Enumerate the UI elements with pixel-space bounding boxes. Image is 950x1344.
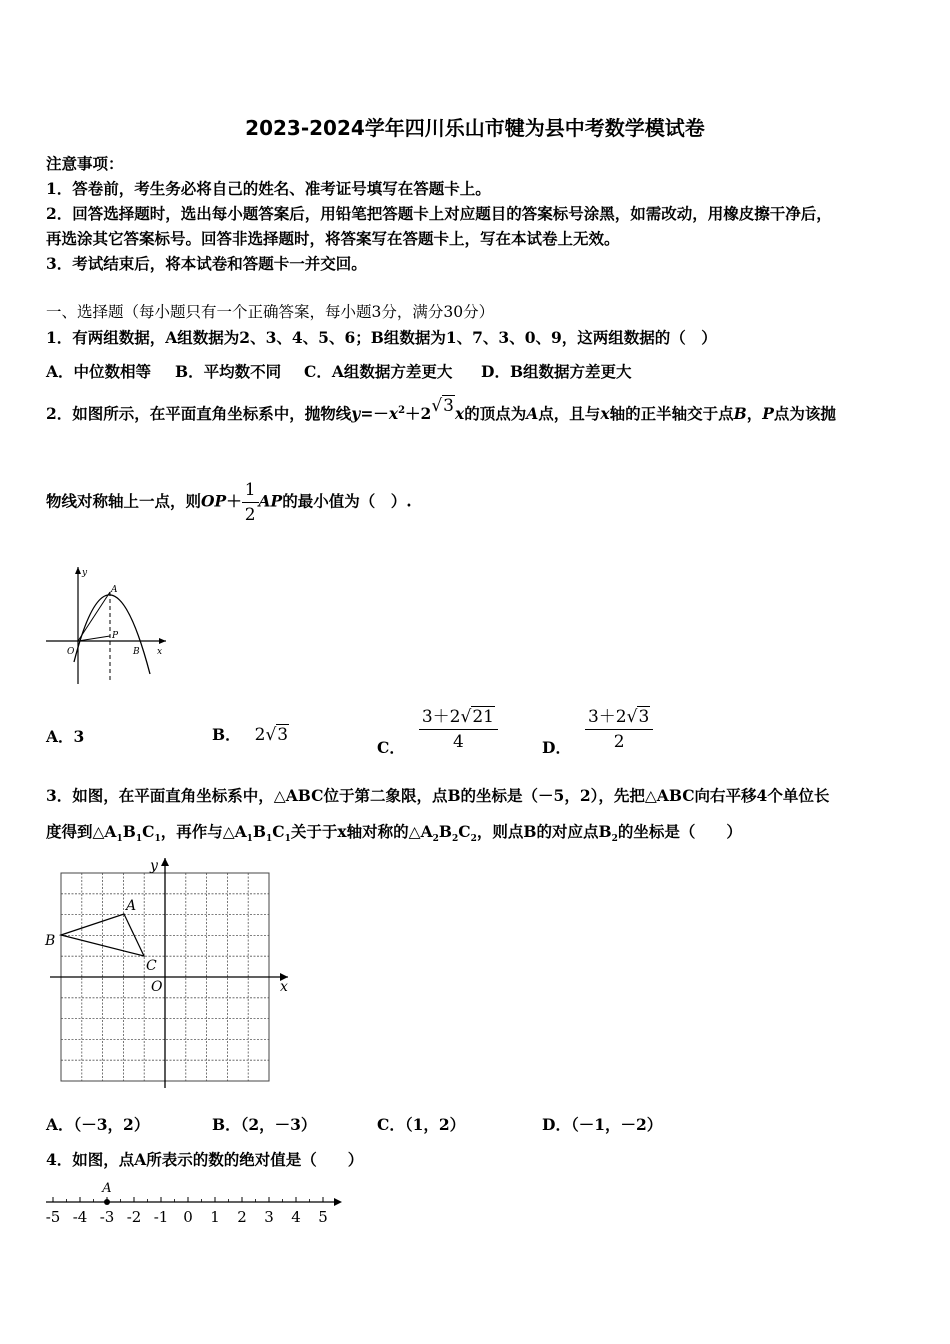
label-O: O: [67, 647, 75, 657]
label-y: y: [150, 858, 158, 874]
question-2-line2: 物线对称轴上一点，则OP＋ $\frac{1}{2}$ AP的最小值为（ ）.: [46, 480, 412, 525]
number-line-tick-label: 5: [318, 1208, 328, 1226]
page-title: 2023-2024学年四川乐山市犍为县中考数学模试卷: [245, 116, 705, 140]
label-x: x: [157, 647, 163, 657]
number-line-tick-label: 2: [237, 1208, 247, 1226]
label-B: B: [45, 933, 56, 949]
notice-item: 再选涂其它答案标号。回答非选择题时，将答案写在答题卡上，写在本试卷上无效。: [46, 229, 620, 248]
notice-item: 3．考试结束后，将本试卷和答题卡一并交回。: [46, 254, 367, 273]
q1-option-b[interactable]: B．平均数不同: [175, 362, 282, 381]
q2-option-b[interactable]: B． 2√3: [212, 725, 289, 745]
label-P: P: [112, 631, 119, 641]
label-O: O: [151, 979, 163, 995]
q1-option-c[interactable]: C．A组数据方差更大: [304, 362, 453, 381]
number-line-tick-label: 0: [183, 1208, 193, 1226]
number-line-tick-label: 3: [264, 1208, 274, 1226]
q2-option-c[interactable]: C． $\frac{3+2√21}{4}$: [377, 702, 498, 752]
q1-option-a[interactable]: A．中位数相等: [46, 362, 152, 381]
question-4-stem: 4．如图，点A所表示的数的绝对值是（ ）: [46, 1150, 364, 1169]
number-line-tick-label: 1: [210, 1208, 220, 1226]
label-C: C: [146, 958, 157, 974]
q3-option-b[interactable]: B．（2，－3）: [212, 1115, 317, 1134]
number-line-tick-label: -3: [99, 1208, 115, 1226]
q2-option-d[interactable]: D． $\frac{3+2√3}{2}$: [542, 702, 653, 752]
notice-item: 1．答卷前，考生务必将自己的姓名、准考证号填写在答题卡上。: [46, 179, 491, 198]
q3-option-c[interactable]: C．（1，2）: [377, 1115, 466, 1134]
number-line-tick-label: -4: [72, 1208, 88, 1226]
notice-heading: 注意事项：: [46, 154, 124, 173]
label-A: A: [126, 898, 137, 914]
point-a-marker: [104, 1199, 110, 1205]
number-line-tick-label: -2: [126, 1208, 142, 1226]
q3-option-d[interactable]: D．（－1，－2）: [542, 1115, 663, 1134]
number-line-tick-label: -1: [153, 1208, 169, 1226]
notice-item: 2．回答选择题时，选出每小题答案后，用铅笔把答题卡上对应题目的答案标号涂黑，如需改动，用橡皮擦干净后，: [46, 204, 832, 223]
question-1-stem: 1．有两组数据，A组数据为2、3、4、5、6；B组数据为1、7、3、0、9，这两组数据的（ ）: [46, 328, 717, 347]
q1-option-d[interactable]: D．B组数据方差更大: [481, 362, 632, 381]
grid-figure: [40, 852, 300, 1092]
question-3-line1: 3．如图，在平面直角坐标系中，△ABC位于第二象限，点B的坐标是（－5，2），先把△ABC向右平移4个单位长: [46, 786, 830, 805]
question-3-line2: 度得到$\triangle A_1B_1C_1$，再作与$\triangle A_1B_1C_1$关于于x轴对称的$\triangle A_2B_2C_2$，则点B的对应点$B_2$的坐标是（ ）: [46, 822, 742, 845]
section-heading: 一、选择题（每小题只有一个正确答案，每小题3分，满分30分）: [46, 303, 495, 321]
half-fraction: $\frac{1}{2}$: [242, 480, 259, 525]
label-A: A: [111, 585, 118, 595]
number-line-tick-label: -5: [45, 1208, 61, 1226]
parabola-figure: [38, 562, 173, 688]
q3-option-a[interactable]: A．（－3，2）: [46, 1115, 150, 1134]
label-x: x: [280, 979, 288, 995]
q2-option-a[interactable]: A．3: [46, 727, 85, 746]
number-line-tick-label: 4: [291, 1208, 301, 1226]
label-B: B: [133, 647, 140, 657]
number-line: [38, 1176, 348, 1232]
point-a-label: A: [102, 1181, 112, 1196]
question-2-line1: 2．如图所示，在平面直角坐标系中，抛物线$y=-x^2+2√3x$的顶点为A点，且与x轴的正半轴交于点B，P点为该抛: [46, 396, 836, 423]
label-y: y: [82, 568, 88, 578]
